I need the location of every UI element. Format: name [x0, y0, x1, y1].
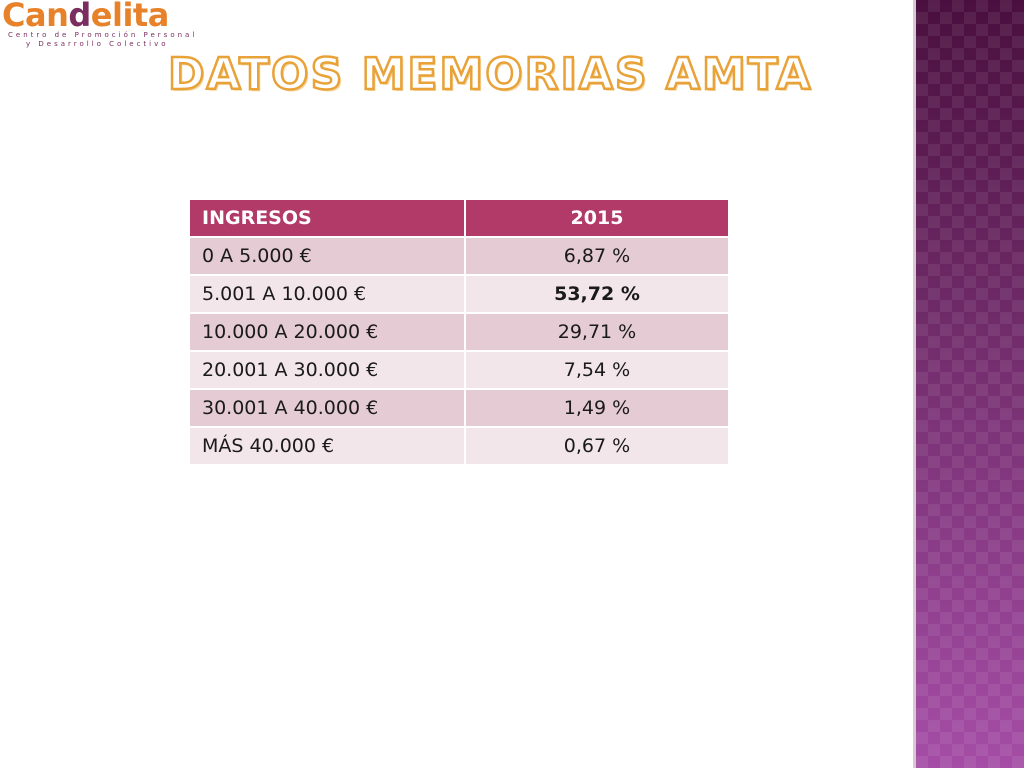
candelita-logo — [0, 0, 198, 48]
slide-title: DATOS MEMORIAS AMTA — [168, 49, 813, 100]
logo-tagline-line1: Centro de Promoción Personal — [8, 31, 198, 39]
table-row — [190, 390, 728, 426]
logo-tagline-line2: y Desarrollo Colectivo — [26, 40, 169, 48]
logo-wordmark: Candelita — [2, 0, 169, 34]
row-value: 6,87 % — [466, 238, 728, 274]
row-range: 0 A 5.000 € — [190, 238, 464, 274]
row-value: 29,71 % — [466, 314, 728, 350]
row-value: 1,49 % — [466, 390, 728, 426]
row-range: 20.001 A 30.000 € — [190, 352, 464, 388]
row-range: 10.000 A 20.000 € — [190, 314, 464, 350]
decorative-side-panel — [913, 0, 1024, 768]
table-row — [190, 314, 728, 350]
row-value: 7,54 % — [466, 352, 728, 388]
table-header-row — [190, 200, 728, 236]
row-range: 5.001 A 10.000 € — [190, 276, 464, 312]
income-table — [188, 198, 730, 466]
table-row — [190, 238, 728, 274]
row-value: 0,67 % — [466, 428, 728, 464]
table-row — [190, 428, 728, 464]
header-ingresos: INGRESOS — [190, 200, 464, 236]
row-value: 53,72 % — [466, 276, 728, 312]
header-year: 2015 — [466, 200, 728, 236]
row-range: MÁS 40.000 € — [190, 428, 464, 464]
table-row — [190, 352, 728, 388]
row-range: 30.001 A 40.000 € — [190, 390, 464, 426]
table-row — [190, 276, 728, 312]
